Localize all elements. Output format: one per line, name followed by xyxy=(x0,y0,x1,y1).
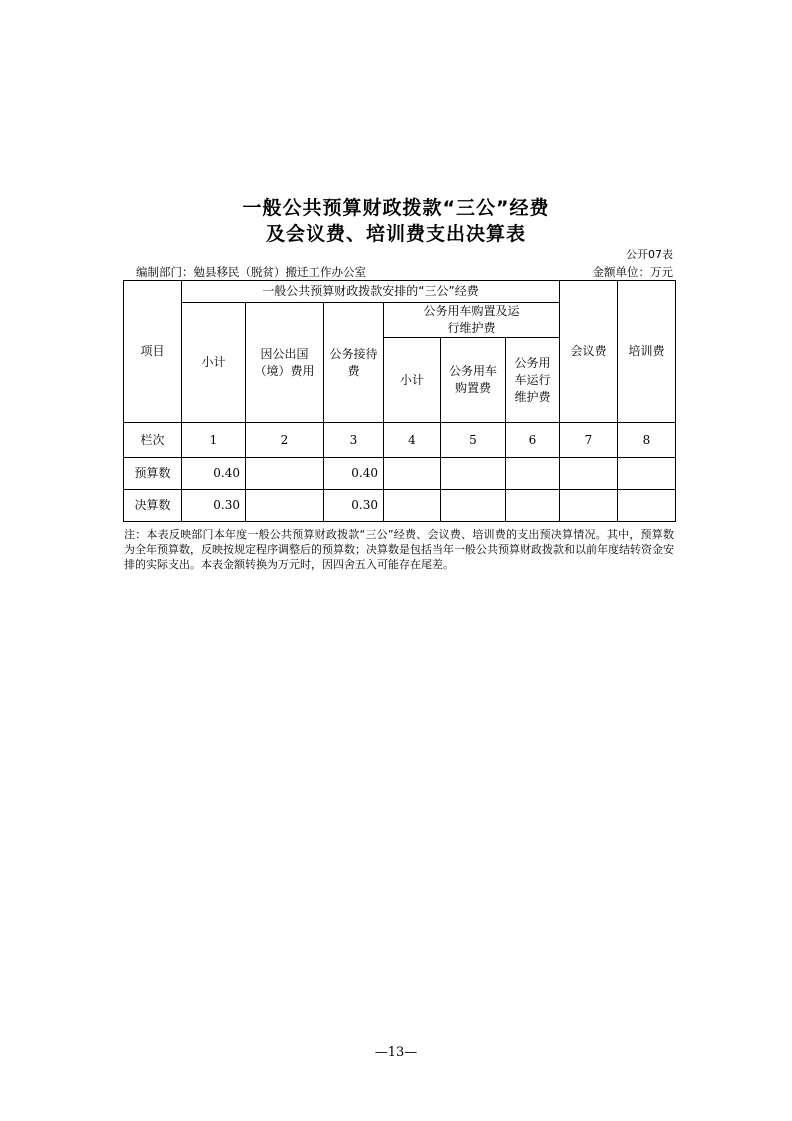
table-cell xyxy=(618,458,676,490)
header-subtotal: 小计 xyxy=(182,303,246,423)
header-item: 项目 xyxy=(124,281,182,423)
table-cell: 3 xyxy=(324,423,384,458)
header-vehicle-operation: 公务用车运行维护费 xyxy=(506,338,560,423)
table-row xyxy=(124,490,676,522)
header-training: 培训费 xyxy=(618,281,676,423)
table-row xyxy=(124,458,676,490)
row-label: 决算数 xyxy=(124,490,182,522)
table-cell: 0.30 xyxy=(324,490,384,522)
table-cell: 4 xyxy=(384,423,441,458)
table-row xyxy=(124,423,676,458)
table-cell: 1 xyxy=(182,423,246,458)
row-label: 预算数 xyxy=(124,458,182,490)
table-cell xyxy=(441,490,506,522)
expense-table xyxy=(123,280,676,522)
table-title-line1: 一般公共预算财政拨款“三公”经费 xyxy=(242,197,550,219)
table-title-line2: 及会议费、培训费支出决算表 xyxy=(265,223,526,245)
table-cell: 0.30 xyxy=(182,490,246,522)
header-reception: 公务接待费 xyxy=(324,303,384,423)
header-vehicle-subtotal: 小计 xyxy=(384,338,441,423)
table-cell xyxy=(441,458,506,490)
table-cell xyxy=(384,490,441,522)
table-cell xyxy=(246,490,324,522)
table-cell: 8 xyxy=(618,423,676,458)
row-label: 栏次 xyxy=(124,423,182,458)
table-code: 公开07表 xyxy=(626,248,673,261)
table-cell xyxy=(384,458,441,490)
table-cell: 7 xyxy=(560,423,618,458)
unit-label: 金额单位：万元 xyxy=(592,265,673,279)
table-cell: 0.40 xyxy=(182,458,246,490)
table-cell xyxy=(246,458,324,490)
table-cell xyxy=(506,490,560,522)
page-number: —13— xyxy=(374,1045,418,1060)
table-cell: 6 xyxy=(506,423,560,458)
table-cell xyxy=(560,458,618,490)
department-label: 编制部门：勉县移民（脱贫）搬迁工作办公室 xyxy=(136,265,366,279)
header-abroad: 因公出国（境）费用 xyxy=(246,303,324,423)
header-vehicle-purchase: 公务用车购置费 xyxy=(441,338,506,423)
table-cell xyxy=(618,490,676,522)
table-note: 注：本表反映部门本年度一般公共预算财政拨款“三公”经费、会议费、培训费的支出预决算情况。其中，预算数为全年预算数，反映按规定程序调整后的预算数；决算数是包括当年一般公共预算财政拨款和以前年度结转资金安排的实际支出。本表金额转换为万元时，因四舍五入可能存在尾差。 xyxy=(124,528,674,571)
header-three-public-group: 一般公共预算财政拨款安排的“三公”经费 xyxy=(182,281,560,303)
table-cell: 2 xyxy=(246,423,324,458)
header-vehicle-group: 公务用车购置及运行维护费 xyxy=(384,303,560,338)
table-cell xyxy=(560,490,618,522)
table-cell xyxy=(506,458,560,490)
table-cell: 0.40 xyxy=(324,458,384,490)
table-cell: 5 xyxy=(441,423,506,458)
header-meeting: 会议费 xyxy=(560,281,618,423)
